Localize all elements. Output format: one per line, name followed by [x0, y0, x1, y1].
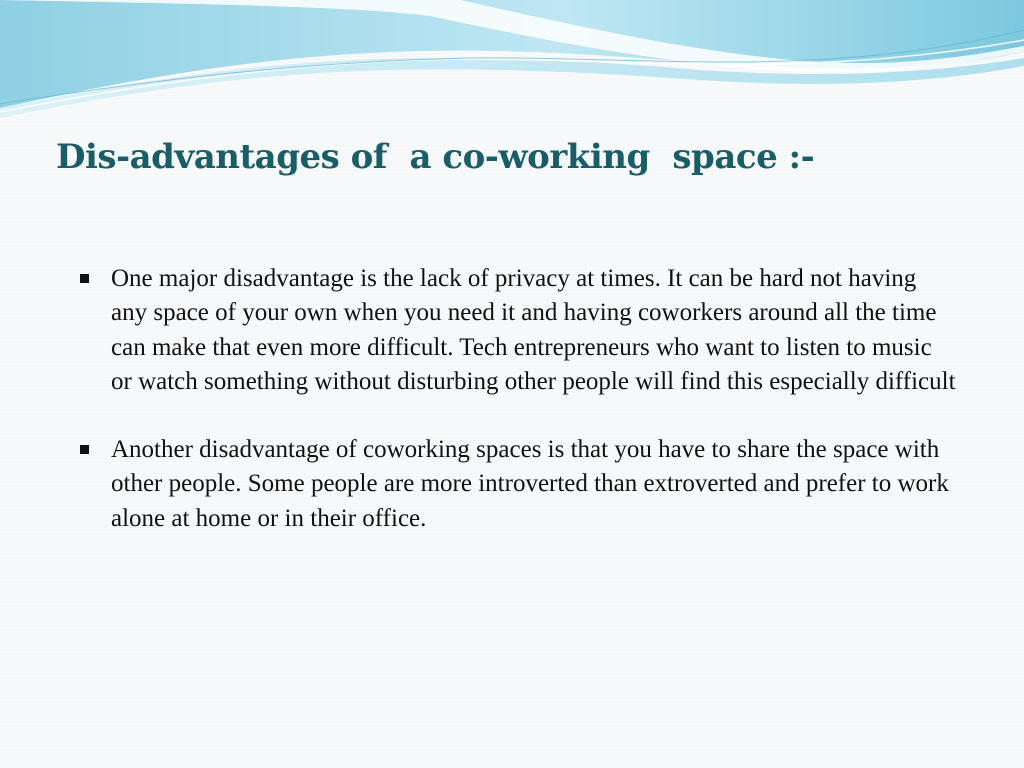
square-bullet-icon — [80, 445, 89, 454]
bullet-text: Another disadvantage of coworking spaces is that you have to share the space with other people. Some people are more introverted than extroverted and prefer to work alone at home or in their office. — [111, 436, 949, 532]
list-item — [78, 433, 958, 536]
square-bullet-icon — [80, 274, 89, 283]
list-item — [78, 262, 958, 399]
bullet-text: One major disadvantage is the lack of privacy at times. It can be hard not having any space of your own when you need it and having coworkers around all the time can make that even more difficult. Tech entrepreneurs who want to listen to music or watch something without disturbing other people will find this especially difficult — [111, 265, 956, 395]
bullet-list — [78, 262, 958, 570]
slide-title: Dis-advantages of a co-working space :- — [56, 137, 815, 177]
header-wave-decoration — [0, 0, 1024, 120]
